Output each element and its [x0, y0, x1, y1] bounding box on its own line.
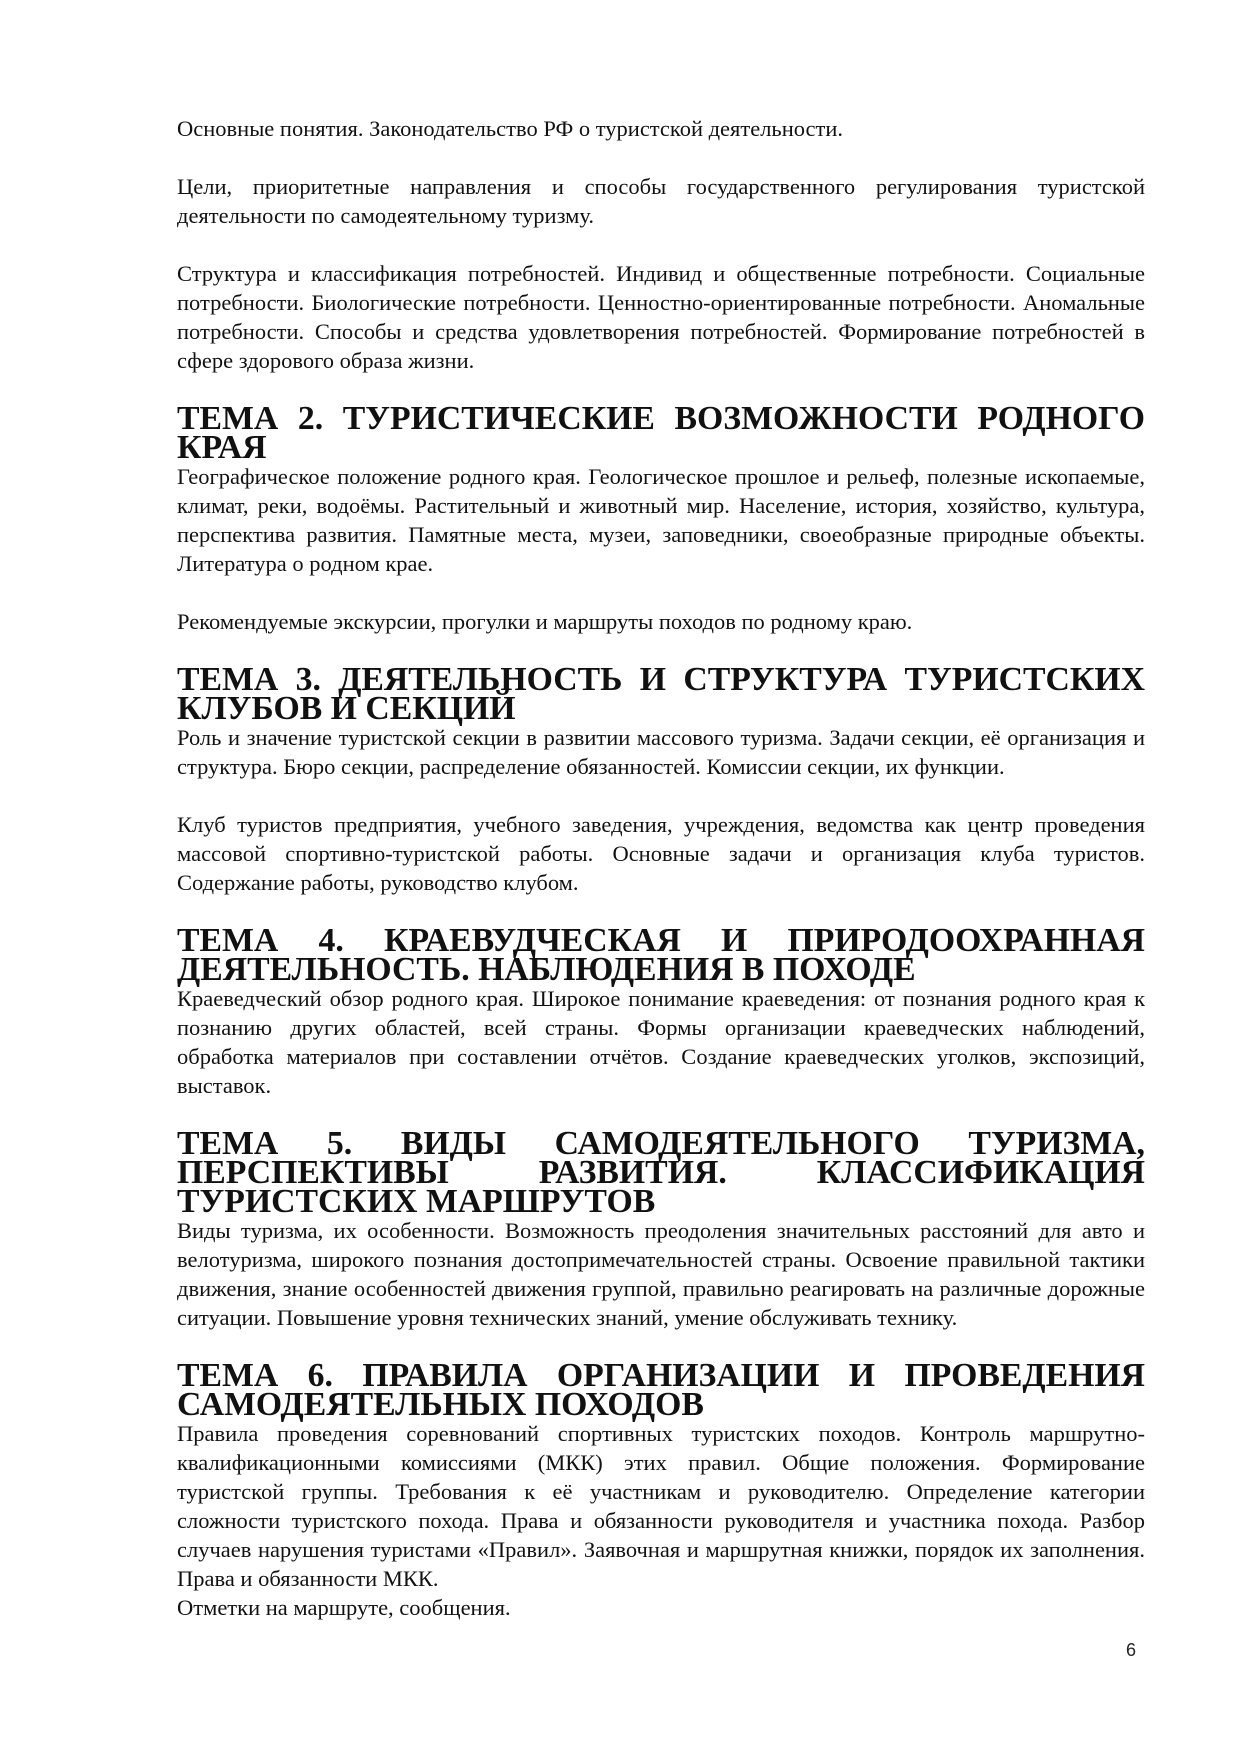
- topic-5-paragraph: Виды туризма, их особенности. Возможность преодоления значительных расстояний для авто и велотуризма, широкого познания достопримечательностей страны. Освоение правильной тактики движения, знание особенностей движения группой, правильно реагировать на различные дорожные ситуации. Повышение уровня технических знаний, умение обслуживать технику.: [177, 1218, 1145, 1330]
- intro-paragraph: Структура и классификация потребностей. Индивид и общественные потребности. Социальные потребности. Биологические потребности. Ценностно-ориентированные потребности. Аномальные потребности. Способы и средства удовлетворения потребностей. Формирование потребностей в сфере здорового образа жизни.: [177, 261, 1145, 373]
- topic-2-heading: ТЕМА 2. ТУРИСТИЧЕСКИЕ ВОЗМОЖНОСТИ РОДНОГО КРАЯ: [177, 400, 1145, 466]
- topic-6-paragraph: Правила проведения соревнований спортивных туристских походов. Контроль маршрутно-квалификационными комиссиями (МКК) этих правил. Общие положения. Формирование туристской группы. Требования к её участникам и руководителю. Определение категории сложности туристского похода. Права и обязанности руководителя и участника похода. Разбор случаев нарушения туристами «Правил». Заявочная и маршрутная книжки, порядок их заполнения. Права и обязанности МКК.: [177, 1421, 1145, 1591]
- topic-4-paragraph: Краеведческий обзор родного края. Широкое понимание краеведения: от познания родного края к познанию других областей, всей страны. Формы организации краеведческих наблюдений, обработка материалов при составлении отчётов. Создание краеведческих уголков, экспозиций, выставок.: [177, 986, 1145, 1098]
- document-body: [177, 114, 1145, 1622]
- topic-6-paragraph: Отметки на маршруте, сообщения.: [177, 1595, 511, 1620]
- intro-paragraph: Цели, приоритетные направления и способы государственного регулирования туристской деятельности по самодеятельному туризму.: [177, 174, 1145, 228]
- topic-3-heading: ТЕМА 3. ДЕЯТЕЛЬНОСТЬ И СТРУКТУРА ТУРИСТСКИХ КЛУБОВ И СЕКЦИЙ: [177, 661, 1145, 727]
- topic-3-paragraph: Роль и значение туристской секции в развитии массового туризма. Задачи секции, её организация и структура. Бюро секции, распределение обязанностей. Комиссии секции, их функции.: [177, 725, 1145, 779]
- topic-5-heading: ТЕМА 5. ВИДЫ САМОДЕЯТЕЛЬНОГО ТУРИЗМА, ПЕРСПЕКТИВЫ РАЗВИТИЯ. КЛАССИФИКАЦИЯ ТУРИСТСКИХ МАРШРУТОВ: [177, 1125, 1145, 1220]
- topic-6-heading: ТЕМА 6. ПРАВИЛА ОРГАНИЗАЦИИ И ПРОВЕДЕНИЯ САМОДЕЯТЕЛЬНЫХ ПОХОДОВ: [177, 1357, 1145, 1423]
- topic-3-paragraph: Клуб туристов предприятия, учебного заведения, учреждения, ведомства как центр проведения массовой спортивно-туристской работы. Основные задачи и организация клуба туристов. Содержание работы, руководство клубом.: [177, 812, 1145, 895]
- topic-2-paragraph: Географическое положение родного края. Геологическое прошлое и рельеф, полезные ископаемые, климат, реки, водоёмы. Растительный и животный мир. Население, история, хозяйство, культура, перспектива развития. Памятные места, музеи, заповедники, своеобразные природные объекты. Литература о родном крае.: [177, 464, 1145, 576]
- intro-paragraph: Основные понятия. Законодательство РФ о туристской деятельности.: [177, 116, 844, 141]
- topic-2-paragraph: Рекомендуемые экскурсии, прогулки и маршруты походов по родному краю.: [177, 609, 913, 634]
- topic-4-heading: ТЕМА 4. КРАЕВУДЧЕСКАЯ И ПРИРОДООХРАННАЯ ДЕЯТЕЛЬНОСТЬ. НАБЛЮДЕНИЯ В ПОХОДЕ: [177, 922, 1145, 988]
- page-number: 6: [1126, 1640, 1137, 1660]
